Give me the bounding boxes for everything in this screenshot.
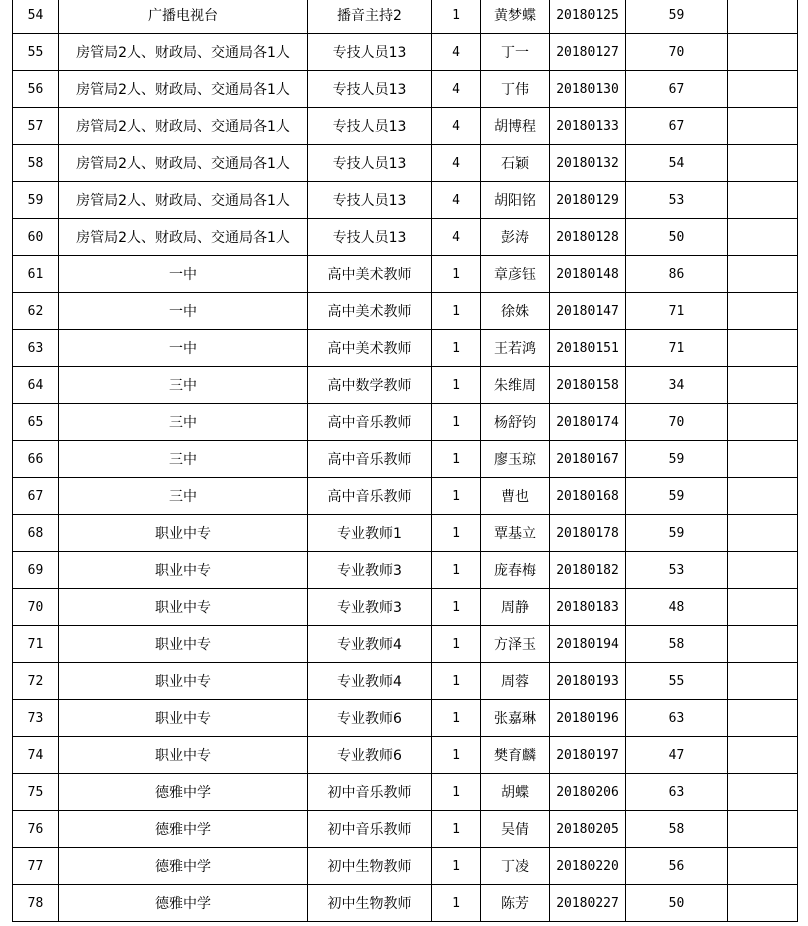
- cell-score: 56: [626, 848, 728, 885]
- cell-seq: 59: [13, 182, 59, 219]
- cell-name: 覃基立: [481, 515, 550, 552]
- cell-unit: 一中: [59, 293, 308, 330]
- cell-seq: 68: [13, 515, 59, 552]
- cell-headcount: 4: [432, 145, 481, 182]
- cell-unit: 一中: [59, 256, 308, 293]
- cell-ticket: 20180127: [550, 34, 626, 71]
- cell-score: 58: [626, 626, 728, 663]
- cell-headcount: 1: [432, 885, 481, 922]
- cell-seq: 74: [13, 737, 59, 774]
- cell-note: [728, 0, 798, 34]
- table-row: [13, 589, 798, 626]
- cell-name: 丁凌: [481, 848, 550, 885]
- cell-headcount: 1: [432, 737, 481, 774]
- cell-ticket: 20180167: [550, 441, 626, 478]
- cell-position: 专技人员13: [308, 34, 432, 71]
- cell-ticket: 20180168: [550, 478, 626, 515]
- cell-seq: 76: [13, 811, 59, 848]
- cell-score: 59: [626, 478, 728, 515]
- cell-note: [728, 256, 798, 293]
- table-row: [13, 552, 798, 589]
- cell-seq: 71: [13, 626, 59, 663]
- cell-note: [728, 515, 798, 552]
- cell-ticket: 20180128: [550, 219, 626, 256]
- cell-seq: 65: [13, 404, 59, 441]
- cell-position: 专技人员13: [308, 145, 432, 182]
- table-body: [13, 0, 798, 922]
- cell-name: 胡博程: [481, 108, 550, 145]
- cell-name: 杨舒钧: [481, 404, 550, 441]
- cell-seq: 60: [13, 219, 59, 256]
- cell-position: 专技人员13: [308, 108, 432, 145]
- table-row: [13, 700, 798, 737]
- cell-note: [728, 219, 798, 256]
- table-row: [13, 404, 798, 441]
- table-row: [13, 108, 798, 145]
- cell-ticket: 20180196: [550, 700, 626, 737]
- cell-name: 彭涛: [481, 219, 550, 256]
- cell-position: 初中生物教师: [308, 885, 432, 922]
- cell-unit: 德雅中学: [59, 885, 308, 922]
- cell-headcount: 1: [432, 848, 481, 885]
- cell-name: 石颖: [481, 145, 550, 182]
- cell-position: 专技人员13: [308, 219, 432, 256]
- cell-note: [728, 441, 798, 478]
- cell-unit: 房管局2人、财政局、交通局各1人: [59, 71, 308, 108]
- cell-score: 53: [626, 552, 728, 589]
- cell-headcount: 4: [432, 34, 481, 71]
- cell-seq: 58: [13, 145, 59, 182]
- cell-note: [728, 700, 798, 737]
- cell-headcount: 1: [432, 367, 481, 404]
- cell-ticket: 20180220: [550, 848, 626, 885]
- table-row: [13, 145, 798, 182]
- cell-headcount: 1: [432, 552, 481, 589]
- cell-seq: 73: [13, 700, 59, 737]
- cell-seq: 67: [13, 478, 59, 515]
- cell-score: 34: [626, 367, 728, 404]
- cell-note: [728, 145, 798, 182]
- cell-score: 71: [626, 293, 728, 330]
- cell-name: 王若鸿: [481, 330, 550, 367]
- cell-name: 庞春梅: [481, 552, 550, 589]
- cell-ticket: 20180174: [550, 404, 626, 441]
- table-row: [13, 256, 798, 293]
- cell-headcount: 4: [432, 219, 481, 256]
- cell-headcount: 1: [432, 478, 481, 515]
- cell-headcount: 1: [432, 293, 481, 330]
- cell-ticket: 20180130: [550, 71, 626, 108]
- cell-score: 67: [626, 71, 728, 108]
- cell-seq: 64: [13, 367, 59, 404]
- cell-note: [728, 478, 798, 515]
- cell-score: 70: [626, 34, 728, 71]
- cell-ticket: 20180125: [550, 0, 626, 34]
- cell-headcount: 1: [432, 589, 481, 626]
- cell-seq: 78: [13, 885, 59, 922]
- cell-headcount: 1: [432, 441, 481, 478]
- table-row: [13, 515, 798, 552]
- cell-headcount: 1: [432, 330, 481, 367]
- cell-name: 章彦钰: [481, 256, 550, 293]
- cell-unit: 房管局2人、财政局、交通局各1人: [59, 182, 308, 219]
- cell-ticket: 20180182: [550, 552, 626, 589]
- cell-headcount: 1: [432, 404, 481, 441]
- cell-headcount: 1: [432, 515, 481, 552]
- cell-seq: 61: [13, 256, 59, 293]
- cell-note: [728, 589, 798, 626]
- cell-position: 专业教师3: [308, 552, 432, 589]
- cell-headcount: 1: [432, 700, 481, 737]
- table-row: [13, 34, 798, 71]
- cell-unit: 职业中专: [59, 515, 308, 552]
- cell-score: 54: [626, 145, 728, 182]
- cell-note: [728, 774, 798, 811]
- cell-name: 张嘉琳: [481, 700, 550, 737]
- cell-note: [728, 737, 798, 774]
- cell-seq: 70: [13, 589, 59, 626]
- table-row: [13, 478, 798, 515]
- table-row: [13, 293, 798, 330]
- cell-position: 高中音乐教师: [308, 441, 432, 478]
- cell-position: 专业教师6: [308, 700, 432, 737]
- cell-unit: 职业中专: [59, 589, 308, 626]
- table-row: [13, 182, 798, 219]
- cell-ticket: 20180205: [550, 811, 626, 848]
- cell-unit: 三中: [59, 404, 308, 441]
- cell-note: [728, 663, 798, 700]
- table-row: [13, 441, 798, 478]
- cell-name: 丁一: [481, 34, 550, 71]
- cell-unit: 三中: [59, 367, 308, 404]
- cell-note: [728, 367, 798, 404]
- cell-position: 初中音乐教师: [308, 774, 432, 811]
- cell-unit: 职业中专: [59, 663, 308, 700]
- cell-name: 胡蝶: [481, 774, 550, 811]
- cell-note: [728, 404, 798, 441]
- cell-position: 专技人员13: [308, 182, 432, 219]
- table-row: [13, 626, 798, 663]
- cell-score: 59: [626, 441, 728, 478]
- cell-seq: 56: [13, 71, 59, 108]
- cell-note: [728, 108, 798, 145]
- cell-name: 丁伟: [481, 71, 550, 108]
- cell-note: [728, 71, 798, 108]
- cell-ticket: 20180178: [550, 515, 626, 552]
- cell-headcount: 4: [432, 182, 481, 219]
- cell-ticket: 20180158: [550, 367, 626, 404]
- cell-ticket: 20180151: [550, 330, 626, 367]
- cell-note: [728, 626, 798, 663]
- cell-unit: 一中: [59, 330, 308, 367]
- cell-note: [728, 293, 798, 330]
- cell-seq: 75: [13, 774, 59, 811]
- cell-note: [728, 885, 798, 922]
- cell-position: 专业教师3: [308, 589, 432, 626]
- cell-ticket: 20180129: [550, 182, 626, 219]
- table-row: [13, 663, 798, 700]
- cell-unit: 三中: [59, 478, 308, 515]
- cell-name: 曹也: [481, 478, 550, 515]
- cell-headcount: 1: [432, 0, 481, 34]
- cell-position: 高中美术教师: [308, 256, 432, 293]
- cell-ticket: 20180148: [550, 256, 626, 293]
- table-row: [13, 219, 798, 256]
- table-row: [13, 737, 798, 774]
- cell-note: [728, 848, 798, 885]
- cell-unit: 职业中专: [59, 700, 308, 737]
- cell-position: 播音主持2: [308, 0, 432, 34]
- cell-name: 胡阳铭: [481, 182, 550, 219]
- cell-score: 63: [626, 700, 728, 737]
- cell-name: 陈芳: [481, 885, 550, 922]
- cell-name: 方泽玉: [481, 626, 550, 663]
- cell-unit: 房管局2人、财政局、交通局各1人: [59, 108, 308, 145]
- cell-headcount: 1: [432, 256, 481, 293]
- cell-name: 徐姝: [481, 293, 550, 330]
- cell-ticket: 20180227: [550, 885, 626, 922]
- cell-score: 86: [626, 256, 728, 293]
- cell-seq: 77: [13, 848, 59, 885]
- cell-position: 初中音乐教师: [308, 811, 432, 848]
- cell-position: 高中音乐教师: [308, 404, 432, 441]
- cell-name: 周蓉: [481, 663, 550, 700]
- cell-name: 周静: [481, 589, 550, 626]
- cell-headcount: 1: [432, 626, 481, 663]
- cell-note: [728, 34, 798, 71]
- cell-seq: 72: [13, 663, 59, 700]
- cell-unit: 房管局2人、财政局、交通局各1人: [59, 145, 308, 182]
- cell-score: 55: [626, 663, 728, 700]
- cell-note: [728, 811, 798, 848]
- results-table: [12, 0, 798, 922]
- cell-score: 67: [626, 108, 728, 145]
- table-row: [13, 774, 798, 811]
- cell-note: [728, 182, 798, 219]
- cell-name: 廖玉琼: [481, 441, 550, 478]
- cell-name: 黄梦蝶: [481, 0, 550, 34]
- table-row: [13, 0, 798, 34]
- cell-unit: 德雅中学: [59, 848, 308, 885]
- cell-position: 高中数学教师: [308, 367, 432, 404]
- cell-ticket: 20180193: [550, 663, 626, 700]
- cell-unit: 三中: [59, 441, 308, 478]
- table-row: [13, 367, 798, 404]
- cell-seq: 63: [13, 330, 59, 367]
- cell-unit: 房管局2人、财政局、交通局各1人: [59, 34, 308, 71]
- cell-ticket: 20180147: [550, 293, 626, 330]
- cell-score: 50: [626, 885, 728, 922]
- cell-unit: 职业中专: [59, 552, 308, 589]
- cell-headcount: 1: [432, 811, 481, 848]
- cell-score: 63: [626, 774, 728, 811]
- cell-seq: 62: [13, 293, 59, 330]
- cell-score: 58: [626, 811, 728, 848]
- cell-score: 53: [626, 182, 728, 219]
- cell-headcount: 4: [432, 108, 481, 145]
- cell-ticket: 20180133: [550, 108, 626, 145]
- cell-position: 高中音乐教师: [308, 478, 432, 515]
- cell-seq: 57: [13, 108, 59, 145]
- cell-unit: 职业中专: [59, 737, 308, 774]
- cell-position: 专业教师6: [308, 737, 432, 774]
- cell-seq: 54: [13, 0, 59, 34]
- cell-ticket: 20180197: [550, 737, 626, 774]
- cell-score: 47: [626, 737, 728, 774]
- cell-name: 朱维周: [481, 367, 550, 404]
- cell-position: 专业教师4: [308, 663, 432, 700]
- cell-score: 71: [626, 330, 728, 367]
- table-row: [13, 885, 798, 922]
- cell-score: 59: [626, 515, 728, 552]
- cell-score: 59: [626, 0, 728, 34]
- cell-seq: 66: [13, 441, 59, 478]
- table-row: [13, 811, 798, 848]
- cell-ticket: 20180132: [550, 145, 626, 182]
- cell-score: 48: [626, 589, 728, 626]
- cell-unit: 德雅中学: [59, 774, 308, 811]
- cell-seq: 69: [13, 552, 59, 589]
- cell-note: [728, 552, 798, 589]
- cell-unit: 广播电视台: [59, 0, 308, 34]
- cell-name: 吴倩: [481, 811, 550, 848]
- cell-position: 专技人员13: [308, 71, 432, 108]
- cell-unit: 职业中专: [59, 626, 308, 663]
- cell-headcount: 1: [432, 774, 481, 811]
- cell-position: 初中生物教师: [308, 848, 432, 885]
- cell-score: 50: [626, 219, 728, 256]
- cell-position: 高中美术教师: [308, 330, 432, 367]
- cell-position: 专业教师1: [308, 515, 432, 552]
- cell-position: 高中美术教师: [308, 293, 432, 330]
- table-row: [13, 330, 798, 367]
- cell-unit: 德雅中学: [59, 811, 308, 848]
- cell-ticket: 20180194: [550, 626, 626, 663]
- cell-note: [728, 330, 798, 367]
- cell-ticket: 20180206: [550, 774, 626, 811]
- cell-unit: 房管局2人、财政局、交通局各1人: [59, 219, 308, 256]
- cell-headcount: 1: [432, 663, 481, 700]
- cell-seq: 55: [13, 34, 59, 71]
- table-row: [13, 71, 798, 108]
- cell-headcount: 4: [432, 71, 481, 108]
- cell-ticket: 20180183: [550, 589, 626, 626]
- table-row: [13, 848, 798, 885]
- cell-name: 樊育麟: [481, 737, 550, 774]
- cell-position: 专业教师4: [308, 626, 432, 663]
- cell-score: 70: [626, 404, 728, 441]
